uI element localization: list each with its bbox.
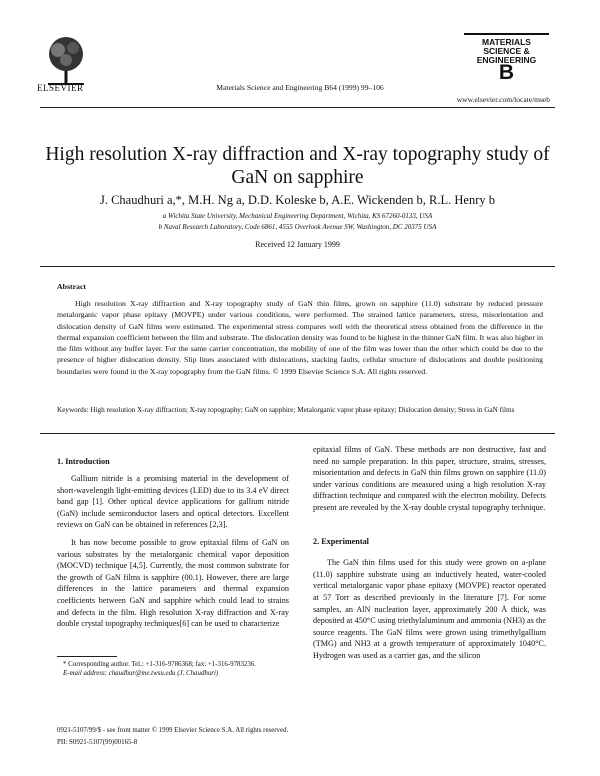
title-line: GaN on sapphire — [231, 167, 364, 188]
abstract-heading: Abstract — [57, 282, 87, 291]
email-address[interactable]: E-mail address: chaudhur@me.twsu.edu (J. Chaudhuri) — [63, 670, 219, 678]
paragraph: Gallium nitride is a promising material in the development of short-wavelength light-emitting devices (LED) due to its 3.4 eV direct band gap [1]. Other optical device applications for gallium nitride (GaN) include semiconductor lasers and optical detectors. Excellent reviews on GaN can be obtained in references [2,3]. — [57, 474, 289, 530]
paragraph: epitaxial films of GaN. These methods are non destructive, fast and need no sample preparation. In this paper, structure, strains, stresses, misorientation and defects in GaN thin films grown on sapphire (11.0) under various conditions are measured using a high resolution X-ray diffraction technique and compared with the electron mobility. Defects present are revealed by the X-ray double crystal topography technique. — [313, 445, 546, 512]
header-rule — [40, 107, 555, 108]
journal-logo-letter: B — [498, 61, 515, 84]
elsevier-tree-logo — [40, 34, 92, 86]
abstract-bottom-rule — [40, 433, 555, 434]
article-title — [40, 143, 555, 189]
publisher-name: ELSEVIER — [37, 83, 84, 93]
title-line: High resolution X-ray diffraction and X-ray topography study of — [45, 144, 550, 165]
journal-logo-line: ENGINEERING — [476, 55, 537, 65]
journal-logo-line: MATERIALS — [482, 37, 531, 47]
author-list: J. Chaudhuri a,*, M.H. Ng a, D.D. Koleske b, A.E. Wickenden b, R.L. Henry b — [99, 193, 496, 207]
journal-url[interactable]: www.elsevier.com/locate/mseb — [456, 95, 550, 104]
section-heading-introduction: 1. Introduction — [57, 457, 110, 466]
journal-logo-line: SCIENCE & — [483, 46, 530, 56]
footnote — [57, 660, 289, 679]
pii-line: PII: S0921-5107(99)00165-8 — [57, 739, 138, 746]
right-column — [313, 444, 546, 662]
footnote-rule — [57, 656, 117, 657]
paragraph: The GaN thin films used for this study were grown on a-plane (11.0) sapphire substrate using an inductively heated, water-cooled vertical metalorganic vapor phase epitaxy (MOVPE) reactor operated at 57 Torr as described previously in the literature [7]. For some samples, an AlN nucleation layer, approximately 200 Å thick, was deposited at 450°C using triethylaluminum and ammonia (NH3) as the source reagents. The GaN films were grown using trimethylgallium (TMG) and NH3 at a growth temperature of approximately 1040°C. Hydrogen was used as a carrier gas, and the silicon — [313, 558, 546, 660]
keywords: Keywords: High resolution X-ray diffraction; X-ray topography; GaN on sapphire; Metalorganic vapor phase epitaxy; Dislocation density; Stress in GaN films — [57, 406, 515, 414]
section-heading-experimental: 2. Experimental — [313, 536, 369, 546]
paragraph: It has now become possible to grow epitaxial films of GaN on various substrates by the metalorganic chemical vapor deposition (MOCVD) technique [4,5]. Currently, the most common substrate for the growth of GaN films is sapphire (00.1). However, there are large differences in the lattice parameters and thermal expansion coefficients between GaN and sapphire which could lead to strains and defects in the film. High resolution X-ray diffraction and X-ray double crystal topography techniques[6] can be used to characterize — [57, 537, 289, 629]
copyright-line: 0921-5107/99/$ - see front matter © 1999 Elsevier Science S.A. All rights reserved. — [57, 727, 289, 734]
affiliation-a: a Wichita State University, Mechanical Engineering Department, Wichita, KS 67260-0133, USA — [162, 212, 433, 220]
abstract-text: High resolution X-ray diffraction and X-ray topography study of GaN thin films, grown on sapphire (11.0) substrate by reduced pressure metalorganic vapor phase epitaxy (MOVPE) under various conditions, were performed. The strained lattice parameters, stress, misorientation and dislocation density of GaN films were estimated. The experimental stress compares well with the theoretical stress obtained from the difference in the thermal expansion coefficient between the film and substrate. The dislocation density was found to be highest in the thinner GaN film. It was also higher in the film without any buffer layer. For the same carrier concentration, the mobility of one of the film was lower than the other which could be due to the presence of higher dislocation density. Slip lines associated with dislocations, stacking faults, cellular structure of dislocations and double positioning boundaries were found in the X-ray topography from the GaN films. © 1999 Elsevier Science S.A. All rights reserved. — [57, 299, 543, 376]
affiliation-b: b Naval Research Laboratory, Code 6861, 4555 Overlook Avenue SW, Washington, DC 20375 USA — [158, 223, 437, 231]
corresponding-author: * Corresponding author. Tel.: +1-316-9786368; fax: +1-316-9783236. — [63, 661, 256, 668]
introduction-body — [57, 473, 289, 630]
received-date: Received 12 January 1999 — [255, 240, 340, 249]
journal-citation: Materials Science and Engineering B64 (1999) 99–106 — [216, 83, 384, 92]
abstract-top-rule — [40, 266, 555, 267]
